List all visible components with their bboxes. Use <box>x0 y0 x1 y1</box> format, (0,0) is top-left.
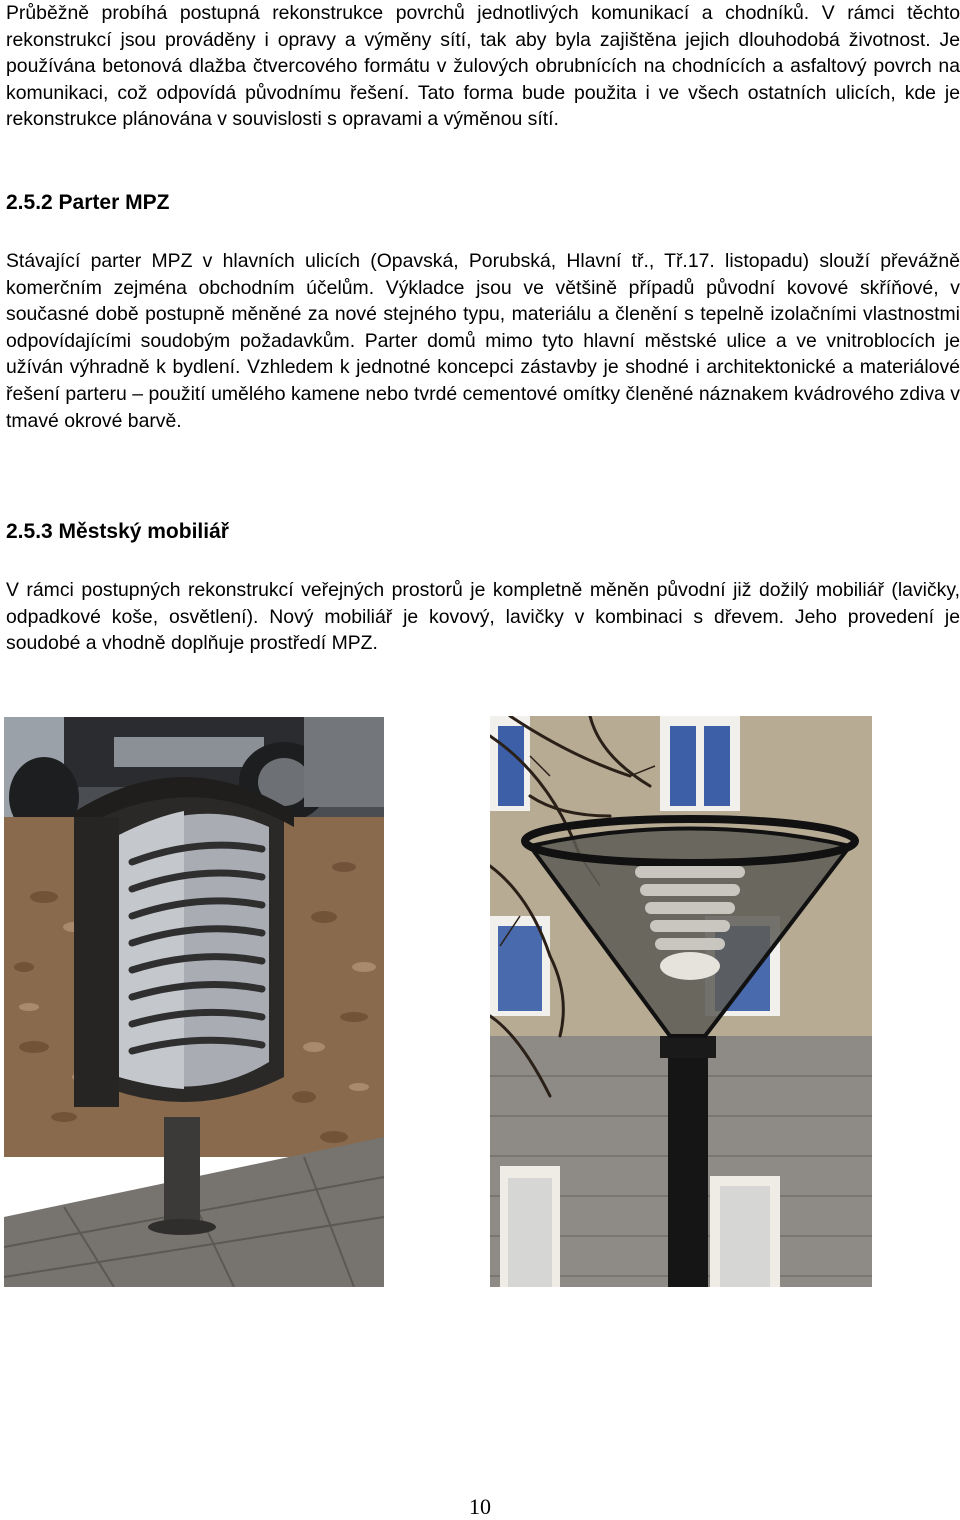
litter-bin-illustration <box>4 717 384 1287</box>
paragraph-parter: Stávající parter MPZ v hlavních ulicích (Opavská, Porubská, Hlavní tř., Tř.17. listopadu) slouží převážně komerčním zejména obchodním účelům. Výkladce jsou ve většině případů původní kovové skříňové, v současné době postupně měněné za nové stejného typu, materiálu a členění s tepelně izolačními vlastnostmi odpovídajícími soudobým požadavkům. Parter domů mimo tyto hlavní městské ulice a ve vnitroblocích je užíván výhradně k bydlení. Vzhledem k jednotné koncepci zástavby je shodné i architektonické a materiálové řešení parteru – použití umělého kamene nebo tvrdé cementové omítky členěné náznakem kvádrového zdiva v tmavé okrové barvě. <box>6 250 960 432</box>
heading-mestsky-mobiliar: 2.5.3 Městský mobiliář <box>6 520 229 543</box>
photo-street-lamp <box>490 716 872 1287</box>
paragraph-mobiliar: V rámci postupných rekonstrukcí veřejných prostorů je kompletně měněn původní již dožilý mobiliář (lavičky, odpadkové koše, osvětlení). Nový mobiliář je kovový, lavičky v kombinaci s dřevem. Jeho provedení je soudobé a vhodně doplňuje prostředí MPZ. <box>6 579 960 655</box>
heading-parter-mpz: 2.5.2 Parter MPZ <box>6 191 170 214</box>
street-lamp-illustration <box>490 716 872 1287</box>
paragraph-surface-reconstruction: Průběžně probíhá postupná rekonstrukce povrchů jednotlivých komunikací a chodníků. V rámci těchto rekonstrukcí jsou prováděny i opravy a výměny sítí, tak aby byla zajištěna jejich dlouhodobá životnost. Je používána betonová dlažba čtvercového formátu v žulových obrubnících na chodnících a asfaltový povrch na komunikaci, což odpovídá původnímu řešení. Tato forma bude použita i ve všech ostatních ulicích, kde je rekonstrukce plánována v souvislosti s opravami a výměnou sítí. <box>6 2 960 131</box>
page-number: 10 <box>469 1494 491 1519</box>
photo-litter-bin <box>4 717 384 1287</box>
